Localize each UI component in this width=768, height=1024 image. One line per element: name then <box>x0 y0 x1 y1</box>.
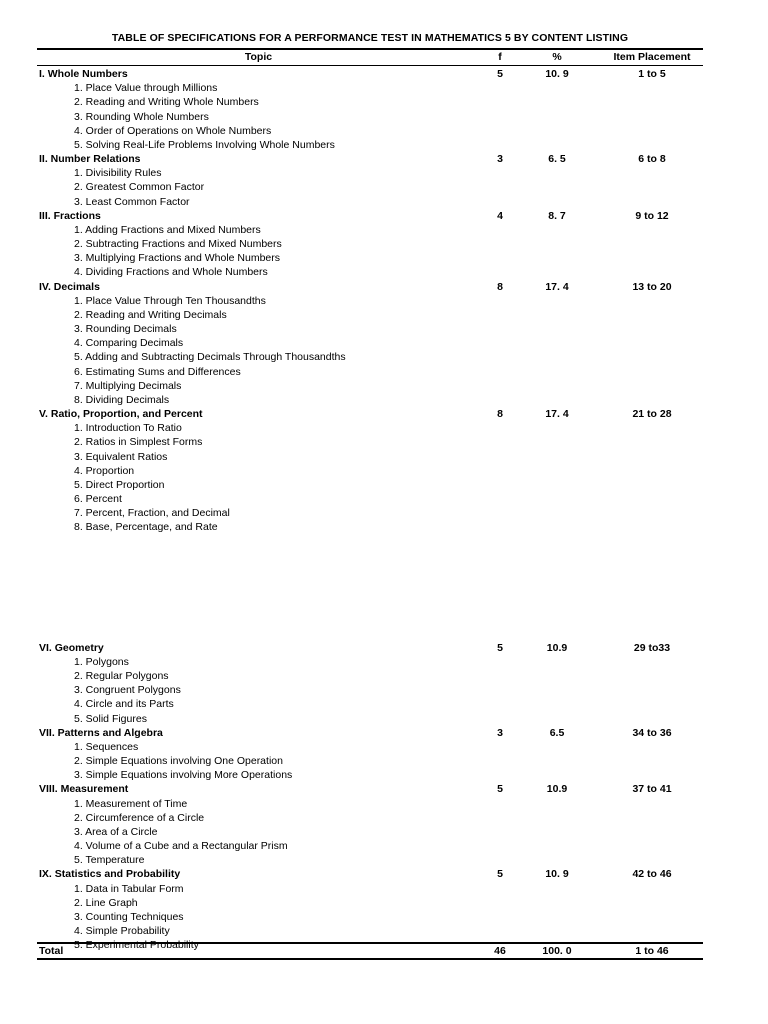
subtopic-label: 2. Simple Equations involving One Operation <box>74 755 283 767</box>
subtopic-label: 4. Simple Probability <box>74 925 170 937</box>
total-percent: 100. 0 <box>542 945 572 957</box>
section-name: IV. Decimals <box>39 280 100 293</box>
subtopic-row <box>37 740 703 754</box>
section-name: VI. Geometry <box>39 641 104 654</box>
subtopic-label: 2. Reading and Writing Whole Numbers <box>74 96 259 109</box>
subtopic-row <box>37 336 703 350</box>
subtopic-row <box>37 896 703 910</box>
subtopic-row <box>37 124 703 138</box>
subtopic-label: 1. Sequences <box>74 740 139 753</box>
subtopic-label: 3. Simple Equations involving More Operations <box>74 769 293 782</box>
section-name: II. Number Relations <box>39 153 141 165</box>
header-f: f <box>498 51 502 63</box>
subtopic-label: 6. Percent <box>74 493 122 506</box>
subtopic-label: 7. Percent, Fraction, and Decimal <box>74 507 230 520</box>
section-placement: 13 to 20 <box>632 280 672 293</box>
table-header <box>37 51 703 65</box>
header-rule <box>37 65 703 66</box>
subtopic-row <box>37 712 703 726</box>
section-placement: 9 to 12 <box>635 209 669 222</box>
subtopic-row <box>37 853 703 867</box>
section-placement: 42 to 46 <box>632 868 672 881</box>
header-topic: Topic <box>244 51 273 63</box>
section-percent: 8. 7 <box>548 209 566 222</box>
subtopic-label: 3. Rounding Decimals <box>74 323 177 336</box>
subtopic-label: 3. Congruent Polygons <box>74 684 181 697</box>
subtopic-row <box>37 95 703 109</box>
subtopic-label: 8. Dividing Decimals <box>74 393 170 406</box>
total-label: Total <box>39 945 64 957</box>
subtopic-label: 2. Regular Polygons <box>74 670 169 682</box>
header-percent: % <box>552 51 562 63</box>
subtopic-label: 5. Experimental Probability <box>74 939 199 952</box>
subtopic-label: 5. Adding and Subtracting Decimals Through Thousandths <box>74 351 346 364</box>
section-f: 8 <box>497 280 503 293</box>
subtopic-label: 6. Estimating Sums and Differences <box>74 365 241 378</box>
subtopic-row <box>37 350 703 364</box>
subtopic-label: 1. Adding Fractions and Mixed Numbers <box>74 223 261 236</box>
subtopic-label: 4. Comparing Decimals <box>74 337 184 350</box>
section-name: V. Ratio, Proportion, and Percent <box>39 408 203 421</box>
subtopic-row <box>37 365 703 379</box>
subtopic-row <box>37 421 703 435</box>
subtopic-label: 1. Introduction To Ratio <box>74 422 182 435</box>
total-row <box>37 944 703 958</box>
subtopic-row <box>37 265 703 279</box>
section-row <box>37 641 703 655</box>
subtopic-label: 3. Counting Techniques <box>74 910 184 923</box>
subtopic-row <box>37 697 703 711</box>
subtopic-label: 3. Rounding Whole Numbers <box>74 110 209 123</box>
subtopic-row <box>37 754 703 768</box>
subtopic-row <box>37 825 703 839</box>
section-percent: 10. 9 <box>545 68 569 80</box>
subtopic-row <box>37 294 703 308</box>
section-percent: 10.9 <box>546 783 568 796</box>
section-percent: 10.9 <box>546 641 568 654</box>
section-placement: 37 to 41 <box>632 783 672 796</box>
subtopic-label: 5. Temperature <box>74 854 145 867</box>
subtopic-row <box>37 81 703 95</box>
section-placement: 34 to 36 <box>632 726 672 739</box>
header-item-placement: Item Placement <box>613 51 691 63</box>
subtopic-label: 2. Reading and Writing Decimals <box>74 308 227 321</box>
subtopic-label: 5. Solving Real-Life Problems Involving Whole Numbers <box>74 138 335 151</box>
subtopic-label: 3. Multiplying Fractions and Whole Numbers <box>74 252 281 265</box>
subtopic-row <box>37 450 703 464</box>
subtopic-label: 4. Volume of a Cube and a Rectangular Prism <box>74 840 288 852</box>
subtopic-row <box>37 237 703 251</box>
subtopic-row <box>37 180 703 194</box>
subtopic-row <box>37 138 703 152</box>
subtopic-label: 1. Data in Tabular Form <box>74 882 184 895</box>
subtopic-row <box>37 924 703 938</box>
section-percent: 6. 5 <box>548 153 566 165</box>
subtopic-label: 2. Line Graph <box>74 896 138 909</box>
section-placement: 29 to33 <box>633 641 671 654</box>
subtopic-row <box>37 839 703 853</box>
subtopic-row <box>37 655 703 669</box>
subtopic-row <box>37 379 703 393</box>
section-row <box>37 407 703 421</box>
subtopic-label: 4. Proportion <box>74 464 135 477</box>
subtopic-row <box>37 223 703 237</box>
section-f: 3 <box>497 153 503 165</box>
section-f: 5 <box>497 68 503 80</box>
subtopic-row <box>37 683 703 697</box>
subtopic-label: 1. Measurement of Time <box>74 797 188 810</box>
section-name: III. Fractions <box>39 209 101 222</box>
section-name: IX. Statistics and Probability <box>39 868 181 881</box>
section-name: I. Whole Numbers <box>39 68 128 80</box>
table-title: TABLE OF SPECIFICATIONS FOR A PERFORMANCE TEST IN MATHEMATICS 5 BY CONTENT LISTING <box>111 32 629 44</box>
top-rule <box>37 48 703 50</box>
section-name: VIII. Measurement <box>39 783 129 796</box>
section-row <box>37 280 703 294</box>
section-f: 5 <box>497 783 503 796</box>
subtopic-row <box>37 322 703 336</box>
subtopic-row <box>37 520 703 534</box>
total-bottom-rule <box>37 958 703 960</box>
subtopic-label: 1. Polygons <box>74 655 129 668</box>
subtopic-row <box>37 435 703 449</box>
section-row <box>37 782 703 796</box>
subtopic-row <box>37 797 703 811</box>
subtopic-label: 7. Multiplying Decimals <box>74 379 182 392</box>
subtopic-label: 1. Divisibility Rules <box>74 167 162 180</box>
subtopic-row <box>37 195 703 209</box>
subtopic-label: 2. Circumference of a Circle <box>74 811 205 824</box>
section-placement: 21 to 28 <box>632 408 672 421</box>
section-f: 5 <box>497 868 503 881</box>
subtopic-row <box>37 910 703 924</box>
subtopic-row <box>37 478 703 492</box>
subtopic-label: 4. Circle and its Parts <box>74 698 174 711</box>
section-f: 4 <box>497 209 503 222</box>
subtopic-row <box>37 308 703 322</box>
section-f: 8 <box>497 408 503 421</box>
subtopic-label: 1. Place Value Through Ten Thousandths <box>74 294 266 307</box>
subtopic-label: 2. Subtracting Fractions and Mixed Numbers <box>74 238 282 250</box>
subtopic-row <box>37 492 703 506</box>
section-f: 5 <box>497 641 503 654</box>
subtopic-label: 2. Ratios in Simplest Forms <box>74 436 203 449</box>
section-placement: 6 to 8 <box>638 153 666 165</box>
section-percent: 17. 4 <box>545 408 569 421</box>
subtopic-label: 2. Greatest Common Factor <box>74 181 205 194</box>
section-percent: 6.5 <box>549 726 565 739</box>
subtopic-row <box>37 166 703 180</box>
subtopic-label: 4. Order of Operations on Whole Numbers <box>74 124 272 137</box>
total-placement: 1 to 46 <box>635 945 669 957</box>
subtopic-label: 8. Base, Percentage, and Rate <box>74 521 218 534</box>
subtopic-label: 3. Area of a Circle <box>74 825 158 838</box>
section-f: 3 <box>497 726 503 739</box>
section-row <box>37 152 703 166</box>
section-row <box>37 67 703 81</box>
subtopic-row <box>37 669 703 683</box>
subtopic-row <box>37 882 703 896</box>
section-placement: 1 to 5 <box>638 68 666 80</box>
subtopic-label: 3. Equivalent Ratios <box>74 450 168 463</box>
subtopic-row <box>37 768 703 782</box>
section-row <box>37 867 703 881</box>
section-row <box>37 209 703 223</box>
subtopic-label: 5. Solid Figures <box>74 712 147 725</box>
section-percent: 10. 9 <box>545 868 569 881</box>
subtopic-row <box>37 811 703 825</box>
section-percent: 17. 4 <box>545 280 569 293</box>
total-f: 46 <box>494 945 506 957</box>
subtopic-row <box>37 251 703 265</box>
section-row <box>37 726 703 740</box>
subtopic-label: 3. Least Common Factor <box>74 195 190 208</box>
subtopic-label: 5. Direct Proportion <box>74 478 165 491</box>
subtopic-label: 1. Place Value through Millions <box>74 82 218 95</box>
subtopic-row <box>37 393 703 407</box>
section-name: VII. Patterns and Algebra <box>39 726 163 739</box>
subtopic-row <box>37 464 703 478</box>
subtopic-row <box>37 110 703 124</box>
subtopic-label: 4. Dividing Fractions and Whole Numbers <box>74 266 268 279</box>
subtopic-row <box>37 506 703 520</box>
